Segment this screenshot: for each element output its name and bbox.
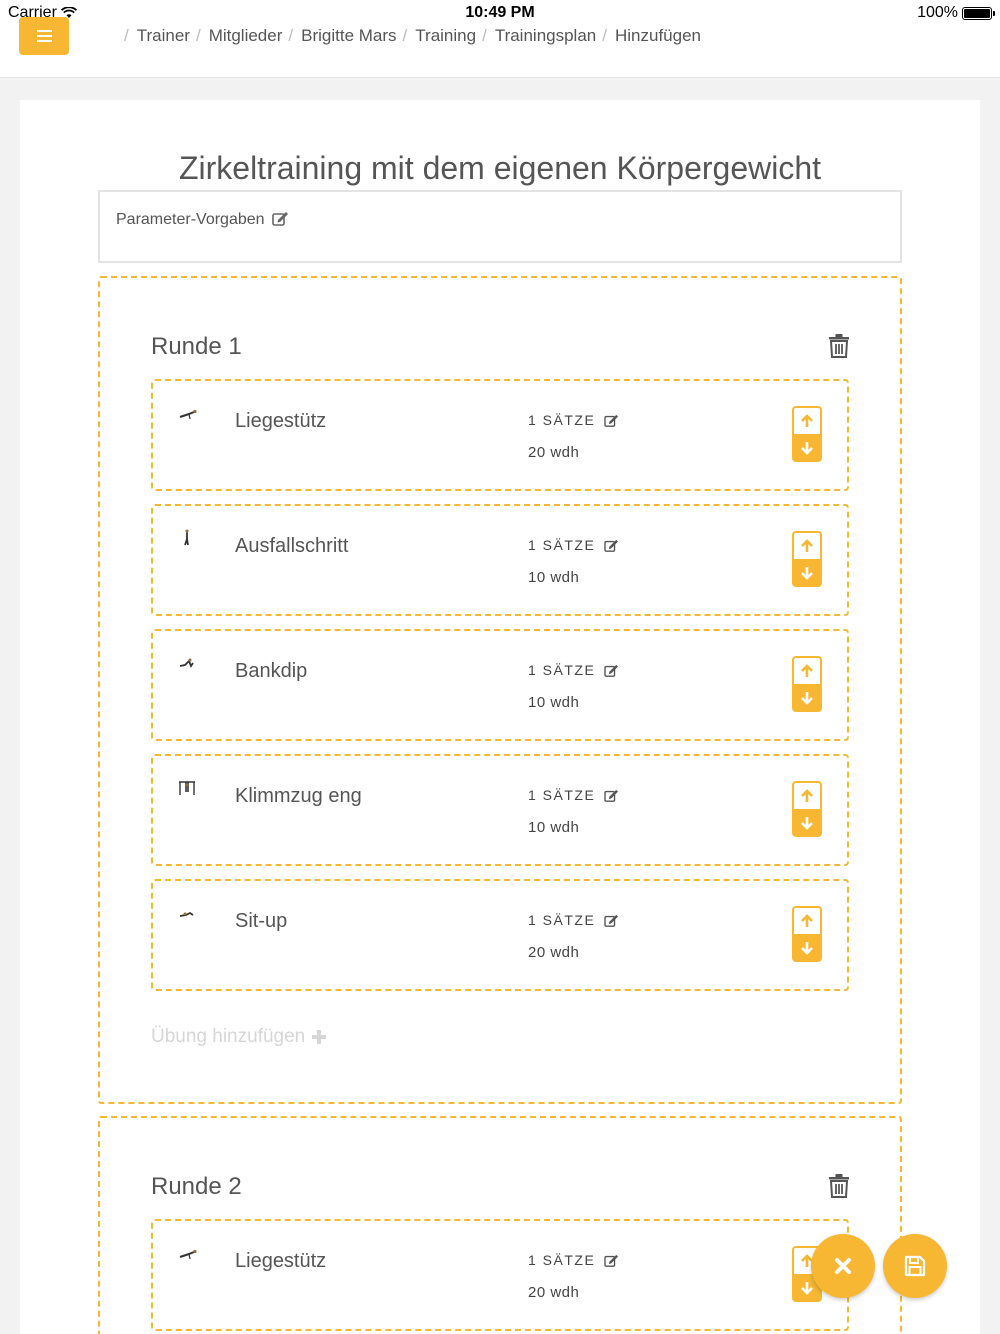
exercise-thumbnail [175, 653, 201, 673]
hamburger-icon [37, 30, 52, 42]
save-button[interactable] [883, 1234, 947, 1298]
breadcrumb-separator: / [602, 26, 607, 45]
breadcrumb-separator: / [195, 26, 201, 45]
breadcrumb-separator: / [482, 26, 487, 45]
content-card [20, 100, 980, 1334]
edit-icon[interactable] [272, 211, 289, 226]
breadcrumb [118, 26, 701, 46]
exercise-reps: 10 wdh [528, 819, 580, 836]
round-2 [98, 1116, 902, 1334]
arrow-down-icon [800, 566, 814, 580]
edit-icon[interactable] [604, 664, 619, 677]
move-up-button[interactable] [792, 531, 822, 559]
exercise-item[interactable] [151, 629, 849, 741]
arrow-up-icon [800, 789, 814, 803]
exercise-name: Ausfallschritt [235, 535, 349, 557]
sets-label: 1 SÄTZE [528, 412, 596, 428]
sets-label: 1 SÄTZE [528, 1252, 596, 1268]
battery-percent: 100% [917, 4, 958, 21]
status-bar [0, 0, 1000, 26]
move-up-button[interactable] [792, 781, 822, 809]
arrow-down-icon [800, 691, 814, 705]
exercise-thumbnail [175, 403, 201, 423]
cancel-button[interactable] [811, 1234, 875, 1298]
arrow-up-icon [800, 414, 814, 428]
reorder-controls [792, 531, 822, 587]
edit-icon[interactable] [604, 914, 619, 927]
plus-icon [311, 1029, 327, 1045]
breadcrumb-separator: / [124, 26, 129, 45]
exercise-sets[interactable] [528, 787, 619, 803]
battery-info [917, 4, 992, 22]
breadcrumb-training[interactable]: Training [415, 26, 477, 45]
sets-label: 1 SÄTZE [528, 912, 596, 928]
arrow-up-icon [800, 664, 814, 678]
exercise-thumbnail [175, 903, 201, 923]
move-down-button[interactable] [792, 559, 822, 587]
breadcrumb-current: Hinzufügen [614, 26, 701, 45]
exercise-item[interactable] [151, 879, 849, 991]
exercise-item[interactable] [151, 504, 849, 616]
exercise-sets[interactable] [528, 912, 619, 928]
edit-icon[interactable] [604, 539, 619, 552]
add-exercise-label: Übung hinzufügen [151, 1026, 306, 1047]
round-title: Runde 1 [151, 333, 242, 360]
exercise-reps: 10 wdh [528, 694, 580, 711]
breadcrumb-separator: / [402, 26, 408, 45]
move-down-button[interactable] [792, 809, 822, 837]
move-down-button[interactable] [792, 684, 822, 712]
round-title: Runde 2 [151, 1173, 242, 1200]
move-up-button[interactable] [792, 906, 822, 934]
battery-icon [962, 7, 992, 20]
move-down-button[interactable] [792, 934, 822, 962]
arrow-down-icon [800, 441, 814, 455]
exercise-name: Sit-up [235, 910, 288, 932]
breadcrumb-mitglieder[interactable]: Mitglieder [208, 26, 283, 45]
exercise-name: Klimmzug eng [235, 785, 362, 807]
move-down-button[interactable] [792, 434, 822, 462]
trash-icon[interactable] [828, 1174, 850, 1198]
exercise-thumbnail [175, 1243, 201, 1263]
breadcrumb-separator: / [288, 26, 294, 45]
exercise-reps: 20 wdh [528, 444, 580, 461]
floppy-disk-icon [904, 1255, 926, 1277]
exercise-thumbnail [175, 528, 201, 548]
round-1 [98, 276, 902, 1104]
exercise-item[interactable] [151, 1219, 849, 1331]
exercise-name: Liegestütz [235, 410, 327, 432]
exercise-sets[interactable] [528, 1252, 619, 1268]
breadcrumb-member[interactable]: Brigitte Mars [301, 26, 397, 45]
add-exercise-link[interactable] [151, 1026, 327, 1048]
sets-label: 1 SÄTZE [528, 537, 596, 553]
edit-icon[interactable] [604, 1254, 619, 1267]
trash-icon[interactable] [828, 334, 850, 358]
clock: 10:49 PM [465, 4, 535, 21]
exercise-sets[interactable] [528, 662, 619, 678]
parameter-box[interactable] [98, 190, 902, 263]
arrow-down-icon [800, 816, 814, 830]
arrow-up-icon [800, 914, 814, 928]
exercise-reps: 20 wdh [528, 944, 580, 961]
arrow-up-icon [800, 539, 814, 553]
sets-label: 1 SÄTZE [528, 787, 596, 803]
reorder-controls [792, 656, 822, 712]
reorder-controls [792, 406, 822, 462]
edit-icon[interactable] [604, 789, 619, 802]
exercise-sets[interactable] [528, 412, 619, 428]
close-icon [834, 1257, 852, 1275]
reorder-controls [792, 906, 822, 962]
exercise-thumbnail [175, 778, 201, 798]
exercise-name: Bankdip [235, 660, 308, 682]
exercise-sets[interactable] [528, 537, 619, 553]
move-up-button[interactable] [792, 406, 822, 434]
arrow-down-icon [800, 1281, 814, 1295]
move-up-button[interactable] [792, 656, 822, 684]
carrier-label: Carrier [8, 4, 57, 21]
exercise-reps: 10 wdh [528, 569, 580, 586]
parameter-label: Parameter-Vorgaben [116, 211, 265, 228]
exercise-item[interactable] [151, 379, 849, 491]
exercise-reps: 20 wdh [528, 1284, 580, 1301]
exercise-item[interactable] [151, 754, 849, 866]
page-title: Zirkeltraining mit dem eigenen Körpergewicht [178, 150, 822, 186]
breadcrumb-trainingsplan[interactable]: Trainingsplan [494, 26, 597, 45]
exercise-name: Liegestütz [235, 1250, 327, 1272]
sets-label: 1 SÄTZE [528, 662, 596, 678]
reorder-controls [792, 781, 822, 837]
arrow-down-icon [800, 941, 814, 955]
breadcrumb-trainer[interactable]: Trainer [136, 26, 190, 45]
edit-icon[interactable] [604, 414, 619, 427]
